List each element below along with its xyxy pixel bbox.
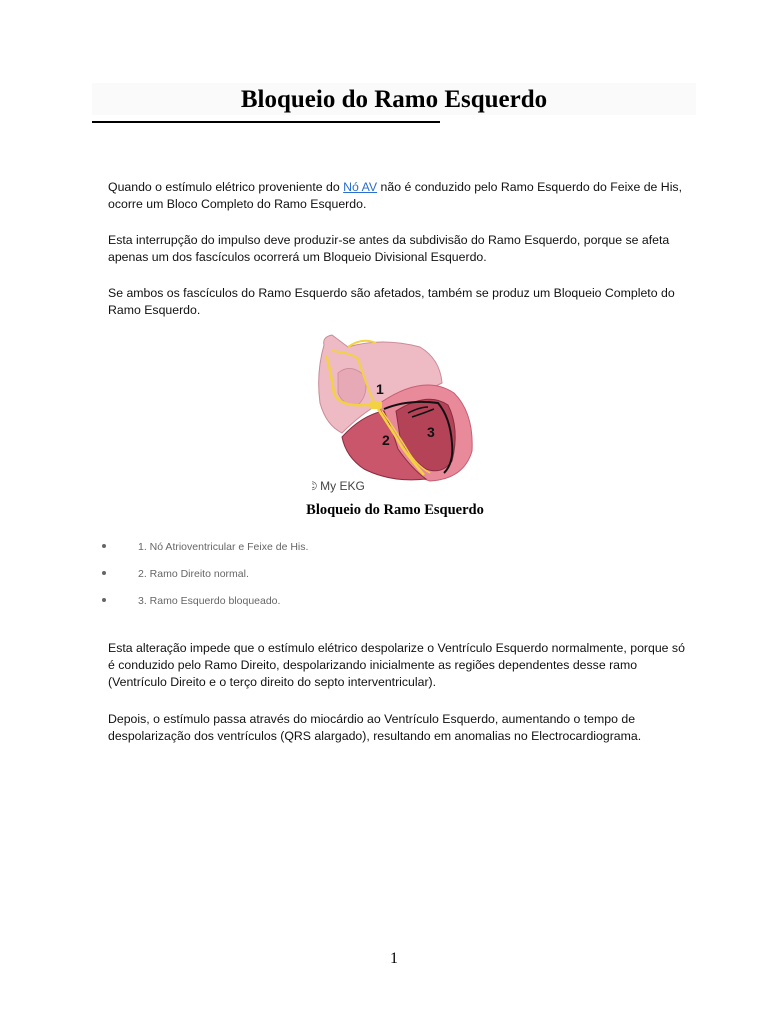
- list-item: [0, 540, 600, 567]
- bullet-icon: [102, 571, 106, 575]
- paragraph-4: Esta alteração impede que o estímulo elétrico despolarize o Ventrículo Esquerdo normalmente, porque só é conduzido pelo Ramo Direito, despolarizando inicialmente as regiões dependentes desse ramo (Ventrículo Direito e o terço direito do septo interventricular).: [108, 641, 685, 689]
- heart-illustration: [312, 333, 482, 495]
- link-no-av[interactable]: Nó AV: [343, 180, 378, 194]
- av-node: [370, 401, 382, 409]
- bullet-list: [0, 540, 600, 621]
- figure-caption: Bloqueio do Ramo Esquerdo: [306, 502, 484, 518]
- list-item: [0, 567, 600, 594]
- paragraph-1-start: Quando o estímulo elétrico proveniente do: [108, 180, 344, 194]
- paragraph-1-end: não é conduzido pelo Ramo Esquerdo do Feixe de His, ocorre um Bloco Completo do Ramo Esquerdo.: [108, 180, 682, 211]
- paragraph-1: [108, 179, 688, 213]
- paragraph-2: Esta interrupção do impulso deve produzir-se antes da subdivisão do Ramo Esquerdo, porque se afeta apenas um dos fascículos ocorrerá um Bloqueio Divisional Esquerdo.: [108, 233, 670, 264]
- heart-conduction-figure: [312, 333, 482, 495]
- figure-label-1: 1: [376, 381, 384, 397]
- bullet-icon: [102, 598, 106, 602]
- figure-label-3: 3: [427, 424, 435, 440]
- figure-copyright: © My EKG: [312, 479, 365, 493]
- paragraph-3: Se ambos os fascículos do Ramo Esquerdo são afetados, também se produz um Bloqueio Completo do Ramo Esquerdo.: [108, 286, 675, 317]
- list-item-text: 1. Nó Atrioventricular e Feixe de His.: [138, 541, 309, 553]
- right-atrium-inner: [338, 368, 366, 405]
- title-underline: [92, 121, 440, 123]
- list-item-text: 2. Ramo Direito normal.: [138, 568, 249, 580]
- paragraph-5: Depois, o estímulo passa através do miocárdio ao Ventrículo Esquerdo, aumentando o tempo de despolarização dos ventrículos (QRS alargado), resultando em anomalias no Electrocardiograma.: [108, 712, 642, 743]
- page-number: 1: [390, 950, 398, 967]
- figure-label-2: 2: [382, 432, 390, 448]
- list-item-text: 3. Ramo Esquerdo bloqueado.: [138, 595, 281, 607]
- bullet-icon: [102, 544, 106, 548]
- list-item: [0, 594, 600, 621]
- page-title: Bloqueio do Ramo Esquerdo: [240, 86, 548, 113]
